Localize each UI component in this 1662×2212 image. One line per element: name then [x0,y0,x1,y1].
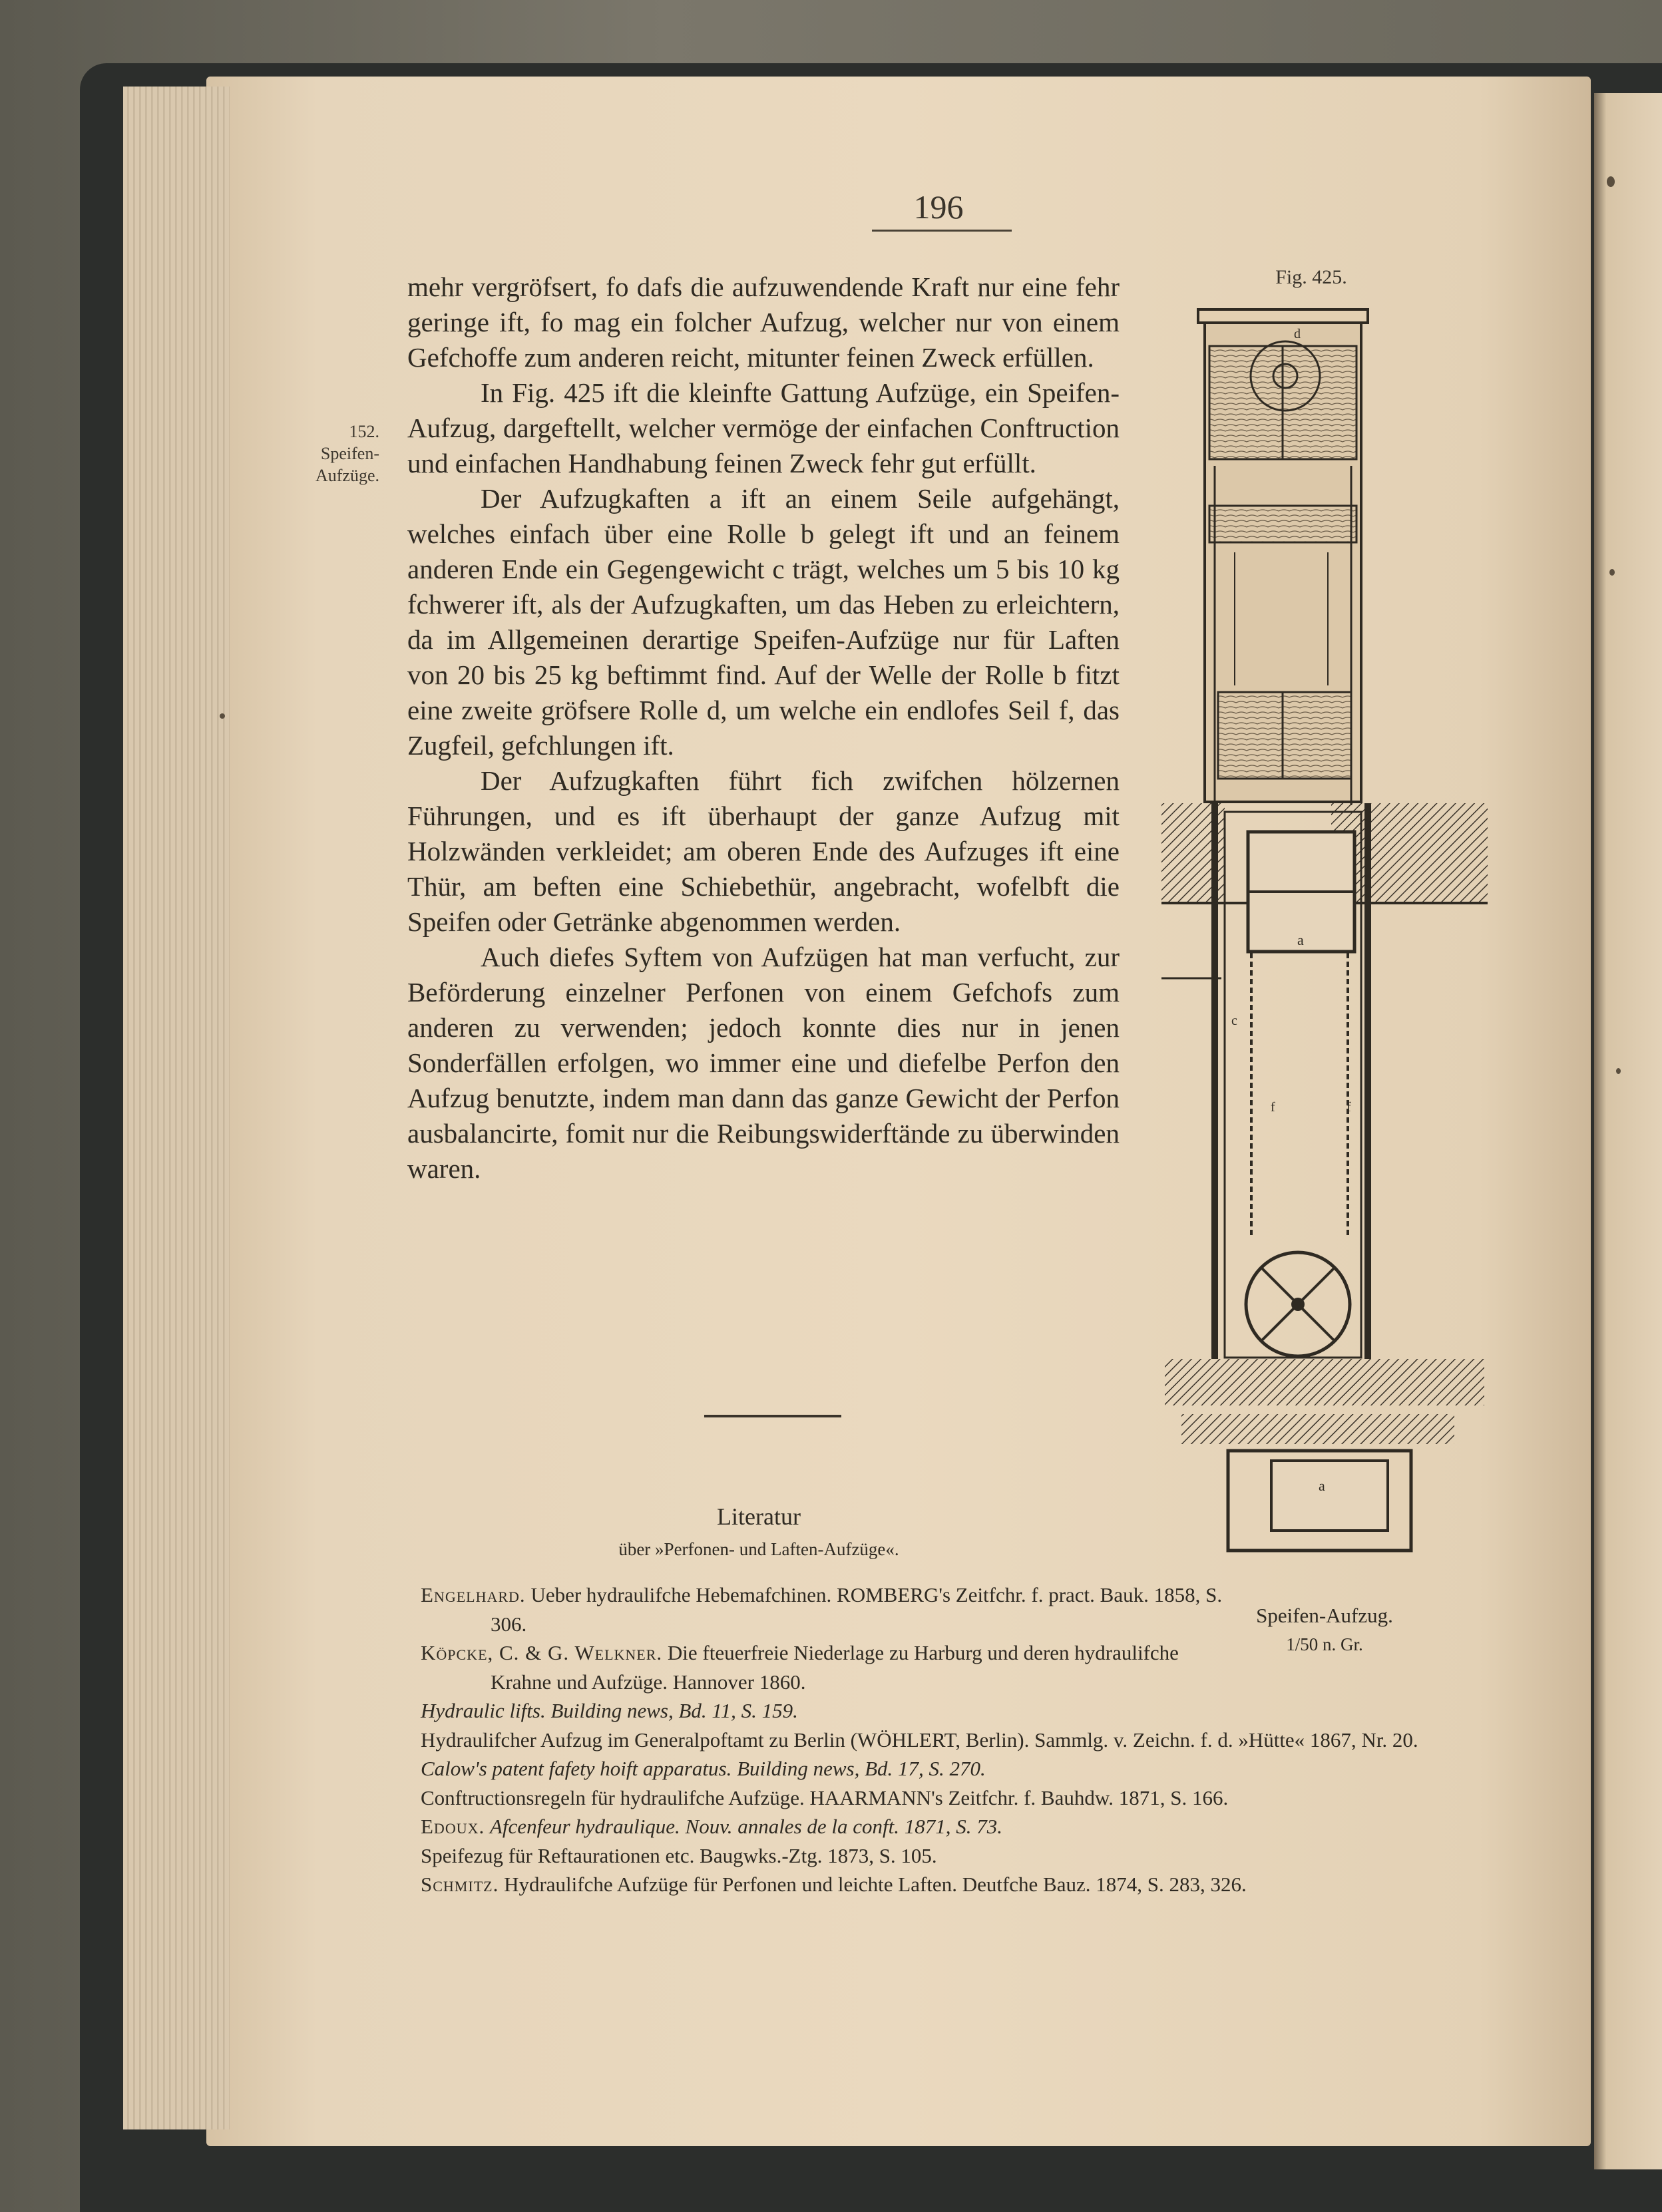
entry-text: Die fteuerfreie Niederlage zu Harburg und deren hydraulifche Krahne und Aufzüge. Hannover 1860. [491,1641,1179,1694]
literature-title: Literatur [717,1503,801,1530]
entry-text: Calow's patent fafety hoift apparatus. Building news, Bd. 17, S. 270. [421,1757,986,1780]
paragraph: In Fig. 425 ift die kleinfte Gattung Aufzüge, ein Speifen-Aufzug, dargeftellt, welcher vermöge der einfachen Conftruction und einfachen Handhabung feinen Zweck fehr gut erfüllt. [407,377,1120,478]
paragraph: Der Aufzugkaften a ift an einem Seile aufgehängt, welches einfach über eine Rolle b gelegt ift und an feinem anderen Ende ein Gegengewicht c trägt, welches um 5 bis 10 kg fchwerer ift, als der Aufzugkaften, um das Heben zu erleichtern, da im Allgemeinen derartige Speifen-Aufzüge nur für Laften von 20 bis 25 kg beftimmt find. Auf der Welle der Rolle b fitzt eine zweite gröfsere Rolle d, um welche ein endlofes Seil f, das Zugfeil, gefchlungen ift. [407,483,1120,761]
literature-entry [421,1726,1519,1755]
dumbwaiter-figure [1161,306,1488,1584]
literature-entry [421,1841,1519,1871]
literature-entry [421,1812,1519,1841]
literature-entry [421,1580,1236,1638]
figure-letter-c: c [1231,1014,1237,1028]
entry-author: Köpcke, C. & G. Welkner. [421,1641,663,1664]
entry-text: Ueber hydraulifche Hebemafchinen. ROMBERG's Zeitfchr. f. pract. Bauk. 1858, S. 306. [491,1583,1223,1636]
facing-page-edge [1594,93,1662,2169]
literature-entry [421,1870,1519,1899]
entry-text: Hydraulifcher Aufzug im Generalpoftamt zu Berlin (WÖHLERT, Berlin). Sammlg. v. Zeichn. f. d. »Hütte« 1867, Nr. 20. [421,1728,1418,1751]
figure-letter-f: f [1347,1100,1351,1115]
margin-note [280,421,379,486]
paragraph: mehr vergröfsert, fo dafs die aufzuwendende Kraft nur eine fehr geringe ift, fo mag ein folcher Aufzug, welcher nur von einem Gefchoffe zum anderen reicht, mitunter feinen Zweck erfüllen. [407,272,1120,373]
figure-scale: 1/50 n. Gr. [1286,1634,1363,1654]
margin-note-line: Speifen- [320,444,379,463]
entry-text: Speifezug für Reftaurationen etc. Baugwks.-Ztg. 1873, S. 105. [421,1843,937,1867]
literature-entry [421,1638,1236,1696]
page-number: 196 [913,188,964,226]
paper-spot [1609,569,1615,576]
entry-text: Hydraulifche Aufzüge für Perfonen und leichte Laften. Deutfche Bauz. 1874, S. 283, 326. [504,1873,1247,1896]
entry-text: Hydraulic lifts. Building news, Bd. 11, S. 159. [421,1699,798,1722]
literature-entry [421,1696,1519,1726]
lift-car [1248,832,1354,952]
hand-wheel [1246,1252,1350,1356]
page-edges [123,87,230,2129]
paper-spot [1616,1068,1621,1074]
page-number-rule [872,230,1012,232]
plan-view [1228,1451,1411,1551]
upper-cabinet [1205,323,1361,805]
base-floor [1165,1359,1484,1444]
literature-entry [421,1783,1519,1813]
entry-author: Edoux. [421,1815,485,1838]
figure-letter-a: a [1297,932,1304,948]
paragraph: Auch diefes Syftem von Aufzügen hat man verfucht, zur Beförderung einzelner Perfonen von einem Gefchofs zum anderen zu verwenden; jedoch konnte dies nur in jenen Sonderfällen erfolgen, wo immer eine und diefelbe Perfon den Aufzug benutzte, indem man dann das ganze Gewicht der Perfon ausbalancirte, fomit nur die Reibungswiderftände zu überwinden waren. [407,942,1120,1184]
literature-entry [421,1754,1519,1783]
margin-note-number: 152. [349,422,379,441]
paper-spot [220,713,225,719]
figure-letter-a: a [1319,1477,1325,1494]
figure-caption: Speifen-Aufzug. [1256,1604,1393,1627]
margin-note-line: Aufzüge. [315,466,379,485]
section-separator [704,1415,841,1417]
entry-author: Engelhard. [421,1583,526,1606]
figure-label: Fig. 425. [1275,266,1347,288]
body-text [407,270,1120,1187]
paper-spot [1607,176,1615,187]
entry-text: Afcenfeur hydraulique. Nouv. annales de la conft. 1871, S. 73. [490,1815,1002,1838]
entry-author: Schmitz. [421,1873,499,1896]
figure-letter-d: d [1294,327,1301,341]
literature-list [421,1580,1519,1899]
cabinet-cornice [1198,309,1368,323]
literature-subtitle: über »Perfonen- und Laften-Aufzüge«. [618,1539,899,1559]
entry-text: Conftructionsregeln für hydraulifche Aufzüge. HAARMANN's Zeitfchr. f. Bauhdw. 1871, S. 166. [421,1785,1229,1809]
paragraph: Der Aufzugkaften führt fich zwifchen hölzernen Führungen, und es ift überhaupt der ganze Aufzug mit Holzwänden verkleidet; am oberen Ende des Aufzuges ift eine Thür, am beften eine Schiebethür, angebracht, wofelbft die Speifen oder Getränke abgenommen werden. [407,765,1120,937]
figure-letter-f: f [1271,1100,1275,1115]
